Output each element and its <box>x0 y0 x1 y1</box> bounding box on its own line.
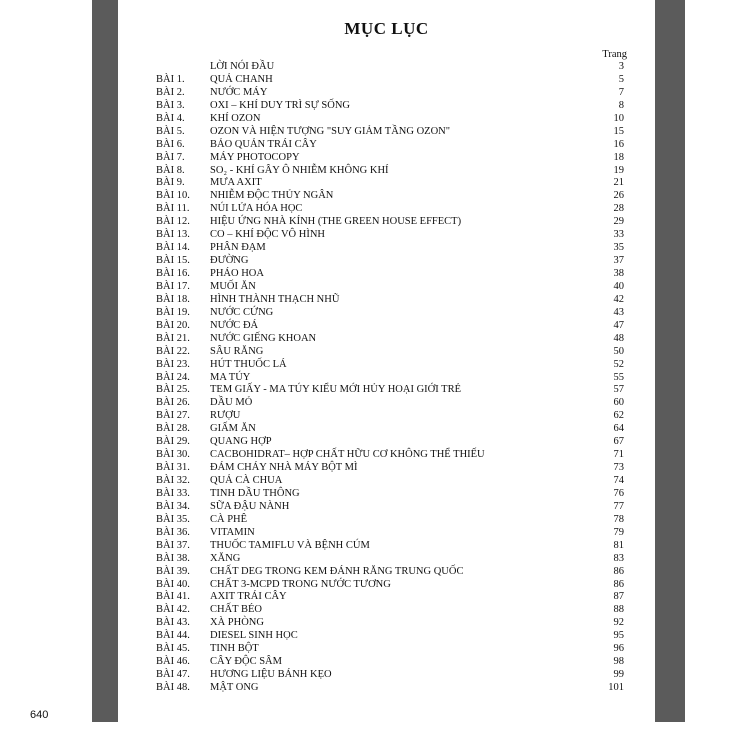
toc-entry-title: CHẤT BÉO <box>210 604 263 616</box>
toc-entry-title: NƯỚC MÁY <box>210 86 268 98</box>
toc-entry <box>118 126 655 139</box>
toc-entry-label: BÀI 37. <box>156 539 190 551</box>
toc-entry-page: 64 <box>613 423 624 435</box>
toc-entry <box>118 617 655 630</box>
toc-entry <box>118 359 655 372</box>
toc-entry <box>118 61 655 74</box>
toc-entry-label: BÀI 34. <box>156 500 190 512</box>
toc-entry-label: BÀI 32. <box>156 475 190 486</box>
toc-entry-title: THUỐC TAMIFLU VÀ BỆNH CÚM <box>210 539 370 551</box>
toc-entry-title: OXI – KHÍ DUY TRÌ SỰ SỐNG <box>210 99 350 111</box>
toc-entry-title: CO – KHÍ ĐỘC VÔ HÌNH <box>210 229 326 241</box>
toc-entry <box>118 475 655 488</box>
toc-entry <box>118 320 655 333</box>
toc-entry-page: 52 <box>613 358 624 370</box>
toc-entry-title: CÀ PHÊ <box>210 513 248 525</box>
toc-entry-title: QUẢ CÀ CHUA <box>210 475 283 486</box>
toc-entry-label: BÀI 45. <box>156 643 190 655</box>
page-number: 640 <box>30 709 49 721</box>
toc-entry <box>118 333 655 346</box>
toc-entry-label: BÀI 47. <box>156 669 190 681</box>
toc-entry-label: BÀI 1. <box>156 73 185 85</box>
toc-entry-page: 43 <box>613 306 624 318</box>
toc-entry-page: 81 <box>613 539 624 551</box>
toc-entry <box>118 566 655 579</box>
toc-entry-title: GIẤM ĂN <box>210 423 256 435</box>
toc-entry <box>118 579 655 592</box>
toc-entry-title: MA TÚY <box>210 371 251 383</box>
toc-entry-label: BÀI 13. <box>156 229 190 241</box>
toc-entry-page: 74 <box>613 475 624 486</box>
toc-entry-title: OZON VÀ HIỆN TƯỢNG "SUY GIẢM TẦNG OZON" <box>210 125 451 137</box>
toc-entry-label: BÀI 23. <box>156 358 190 370</box>
toc-entry-page: 15 <box>613 125 624 137</box>
toc-entry-label: BÀI 5. <box>156 125 185 137</box>
toc-entry-page: 50 <box>613 345 624 357</box>
toc-entry <box>118 604 655 617</box>
toc-entry-label: BÀI 6. <box>156 138 185 150</box>
toc-entry-label: BÀI 20. <box>156 319 190 331</box>
toc-entry-label: BÀI 27. <box>156 410 190 422</box>
toc-entry-label: BÀI 46. <box>156 656 190 668</box>
document-sheet <box>118 0 655 722</box>
toc-entry-label: BÀI 41. <box>156 591 190 603</box>
toc-entry <box>118 436 655 449</box>
toc-entry-page: 48 <box>613 332 624 344</box>
toc-entry-title: NƯỚC GIẾNG KHOAN <box>210 332 317 344</box>
toc-entry-page: 19 <box>613 164 624 176</box>
toc-entry-label: BÀI 4. <box>156 112 185 124</box>
toc-entry-label: BÀI 29. <box>156 436 190 448</box>
toc-entry <box>118 449 655 462</box>
toc-entry-page: 60 <box>613 397 624 409</box>
toc-entry-title: HIỆU ỨNG NHÀ KÍNH (THE GREEN HOUSE EFFECT) <box>210 216 462 228</box>
toc-entry-page: 18 <box>613 151 624 163</box>
toc-entry-title: HÌNH THÀNH THẠCH NHŨ <box>210 293 340 305</box>
toc-entry <box>118 372 655 385</box>
toc-entry <box>118 281 655 294</box>
toc-entry-title: ĐƯỜNG <box>210 255 249 267</box>
toc-entry-label: BÀI 39. <box>156 565 190 577</box>
toc-entry-label: BÀI 43. <box>156 617 190 629</box>
toc-entry-page: 10 <box>613 112 624 124</box>
toc-entry-page: 47 <box>613 319 624 331</box>
toc-entry <box>118 643 655 656</box>
toc-entry-label: BÀI 8. <box>156 164 185 176</box>
toc-entry-page: 96 <box>613 643 624 655</box>
toc-entry <box>118 514 655 527</box>
toc-entry-page: 33 <box>613 229 624 241</box>
toc-entry-page: 86 <box>613 578 624 590</box>
toc-entry <box>118 488 655 501</box>
toc-entry-label: BÀI 14. <box>156 242 190 254</box>
toc-entry <box>118 307 655 320</box>
toc-entry-label: BÀI 28. <box>156 423 190 435</box>
toc-entry-page: 21 <box>613 177 624 189</box>
toc-entry-title: QUẢ CHANH <box>210 73 273 85</box>
toc-entry-title: TINH DẦU THÔNG <box>210 487 300 499</box>
toc-entry-page: 26 <box>613 190 624 202</box>
toc-entry-title: PHÂN ĐẠM <box>210 242 266 254</box>
toc-entry-title: SỮA ĐẬU NÀNH <box>210 500 290 512</box>
toc-entry-title: NƯỚC CỨNG <box>210 306 274 318</box>
toc-entry-page: 73 <box>613 462 624 474</box>
toc-entry <box>118 87 655 100</box>
toc-entry-page: 87 <box>613 591 624 603</box>
toc-entry <box>118 682 655 695</box>
toc-entry-title: ĐÁM CHÁY NHÀ MÁY BỘT MÌ <box>210 462 358 474</box>
toc-entry-page: 101 <box>608 682 624 693</box>
toc-entry-title: TINH BỘT <box>210 643 259 655</box>
toc-entry-title: KHÍ OZON <box>210 112 261 124</box>
toc-entry-page: 77 <box>613 500 624 512</box>
toc-entry-label: BÀI 12. <box>156 216 190 228</box>
toc-entry-label: BÀI 25. <box>156 384 190 396</box>
toc-entry-page: 78 <box>613 513 624 525</box>
toc-entry <box>118 423 655 436</box>
toc-entry-title: PHÁO HOA <box>210 268 264 279</box>
toc-entry-label: BÀI 30. <box>156 449 190 461</box>
toc-entry <box>118 255 655 268</box>
toc-entry-page: 42 <box>613 293 624 305</box>
toc-entry <box>118 462 655 475</box>
toc-entry-label: BÀI 35. <box>156 513 190 525</box>
toc-entry-page: 76 <box>613 487 624 499</box>
toc-entry-page: 98 <box>613 656 624 668</box>
toc-entry-label: BÀI 18. <box>156 293 190 305</box>
toc-entry <box>118 397 655 410</box>
toc-entry <box>118 630 655 643</box>
toc-entry-title: MƯA AXIT <box>210 177 262 189</box>
toc-entry <box>118 139 655 152</box>
toc-entry <box>118 216 655 229</box>
toc-entry-page: 57 <box>613 384 624 396</box>
toc-entry <box>118 294 655 307</box>
toc-entry-title: CÂY ĐỘC SÂM <box>210 656 282 668</box>
toc-entry <box>118 410 655 423</box>
right-margin-shadow <box>655 0 685 722</box>
toc-entry <box>118 268 655 281</box>
toc-entry <box>118 527 655 540</box>
toc-entry-title: CHẤT DEG TRONG KEM ĐÁNH RĂNG TRUNG QUỐC <box>210 565 464 577</box>
toc-entry <box>118 591 655 604</box>
toc-entry-title: MUỐI ĂN <box>210 280 256 292</box>
toc-entry-title: HƯƠNG LIỆU BÁNH KẸO <box>210 669 332 681</box>
toc-entry <box>118 501 655 514</box>
toc-entry-title: DẦU MỎ <box>210 397 253 409</box>
toc-entry-label: BÀI 21. <box>156 332 190 344</box>
toc-entry <box>118 152 655 165</box>
toc-entry-page: 29 <box>613 216 624 228</box>
toc-entry <box>118 229 655 242</box>
toc-entry-label: BÀI 9. <box>156 177 185 189</box>
toc-entry-page: 3 <box>618 61 624 72</box>
toc-entry-label: BÀI 48. <box>156 682 190 693</box>
toc-entry-page: 5 <box>618 73 624 85</box>
toc-entry-label: BÀI 33. <box>156 487 190 499</box>
toc-entry-label: BÀI 22. <box>156 345 190 357</box>
toc-entry-page: 8 <box>618 99 624 111</box>
toc-entry-title: LỜI NÓI ĐẦU <box>210 61 275 72</box>
toc-entry-label: BÀI 10. <box>156 190 190 202</box>
toc-entry-page: 38 <box>613 268 624 279</box>
toc-entry <box>118 177 655 190</box>
toc-entry <box>118 669 655 682</box>
toc-entry-label: BÀI 7. <box>156 151 185 163</box>
toc-entry <box>118 384 655 397</box>
left-margin-shadow <box>92 0 118 722</box>
toc-entry <box>118 346 655 359</box>
toc-entry-title: MÁY PHOTOCOPY <box>210 151 300 163</box>
toc-entry-page: 62 <box>613 410 624 422</box>
toc-entry-page: 99 <box>613 669 624 681</box>
toc-entry <box>118 190 655 203</box>
toc-entry-title: QUANG HỢP <box>210 436 272 448</box>
toc-entry-label: BÀI 2. <box>156 86 185 98</box>
toc-entry-page: 37 <box>613 255 624 267</box>
toc-entry-label: BÀI 24. <box>156 371 190 383</box>
toc-entry-label: BÀI 15. <box>156 255 190 267</box>
toc-entry-title: CHẤT 3-MCPD TRONG NƯỚC TƯƠNG <box>210 578 391 590</box>
toc-entry-page: 67 <box>613 436 624 448</box>
toc-entry <box>118 165 655 178</box>
toc-entry-label: BÀI 16. <box>156 268 190 279</box>
toc-entry-page: 16 <box>613 138 624 150</box>
toc-entry-title: AXIT TRÁI CÂY <box>210 591 287 603</box>
toc-entry-page: 95 <box>613 630 624 642</box>
toc-entry-label: BÀI 44. <box>156 630 190 642</box>
toc-entry-page: 88 <box>613 604 624 616</box>
toc-entry <box>118 74 655 87</box>
toc-entry-label: BÀI 11. <box>156 203 190 215</box>
toc-entry-label: BÀI 40. <box>156 578 190 590</box>
toc-entry-title: VITAMIN <box>210 526 255 538</box>
toc-entry-page: 71 <box>613 449 624 461</box>
toc-entry-page: 28 <box>613 203 624 215</box>
toc-entry-label: BÀI 38. <box>156 552 190 564</box>
toc-entry-label: BÀI 19. <box>156 306 190 318</box>
toc-entry-page: 79 <box>613 526 624 538</box>
toc-entry-title: NÚI LỬA HÓA HỌC <box>210 203 303 215</box>
toc-entry <box>118 540 655 553</box>
toc-entry-title: XĂNG <box>210 552 241 564</box>
toc-entry-page: 86 <box>613 565 624 577</box>
toc-entry-label: BÀI 42. <box>156 604 190 616</box>
toc-entry-page: 40 <box>613 280 624 292</box>
toc-entry <box>118 656 655 669</box>
page-column-header: Trang <box>602 49 627 60</box>
page-title: MỤC LỤC <box>344 19 429 38</box>
toc-entry-page: 55 <box>613 371 624 383</box>
toc-entry <box>118 113 655 126</box>
toc-entry-title: NƯỚC ĐÁ <box>210 319 259 331</box>
toc-entry <box>118 203 655 216</box>
toc-entry-title: TEM GIẤY - MA TÚY KIỂU MỚI HỦY HOẠI GIỚI TRẺ <box>210 384 462 396</box>
toc-entry <box>118 242 655 255</box>
toc-entry-title: NHIỄM ĐỘC THỦY NGÂN <box>210 190 334 202</box>
toc-entry-title: HÚT THUỐC LÁ <box>210 358 287 370</box>
toc-entry-title: XÀ PHÒNG <box>210 617 264 629</box>
toc-entry-label: BÀI 17. <box>156 280 190 292</box>
toc-entry-label: BÀI 36. <box>156 526 190 538</box>
toc-entry-title: CACBOHIDRAT– HỢP CHẤT HỮU CƠ KHÔNG THỂ THIẾU <box>210 449 485 461</box>
toc-entry-label: BÀI 26. <box>156 397 190 409</box>
toc-entry <box>118 553 655 566</box>
toc-entry-page: 7 <box>618 86 624 98</box>
toc-entry-title: SO₂ - KHÍ GÂY Ô NHIỄM KHÔNG KHÍ <box>210 164 389 176</box>
toc-entry-title: RƯỢU <box>210 410 241 422</box>
table-of-contents <box>118 61 655 695</box>
toc-entry-page: 92 <box>613 617 624 629</box>
toc-entry-page: 83 <box>613 552 624 564</box>
toc-entry-title: MẬT ONG <box>210 682 259 693</box>
toc-entry-label: BÀI 31. <box>156 462 190 474</box>
toc-entry-title: DIESEL SINH HỌC <box>210 630 298 642</box>
toc-entry-page: 35 <box>613 242 624 254</box>
toc-entry-title: SÂU RĂNG <box>210 345 264 357</box>
toc-entry <box>118 100 655 113</box>
toc-entry-title: BẢO QUẢN TRÁI CÂY <box>210 138 317 150</box>
toc-entry-label: BÀI 3. <box>156 99 185 111</box>
